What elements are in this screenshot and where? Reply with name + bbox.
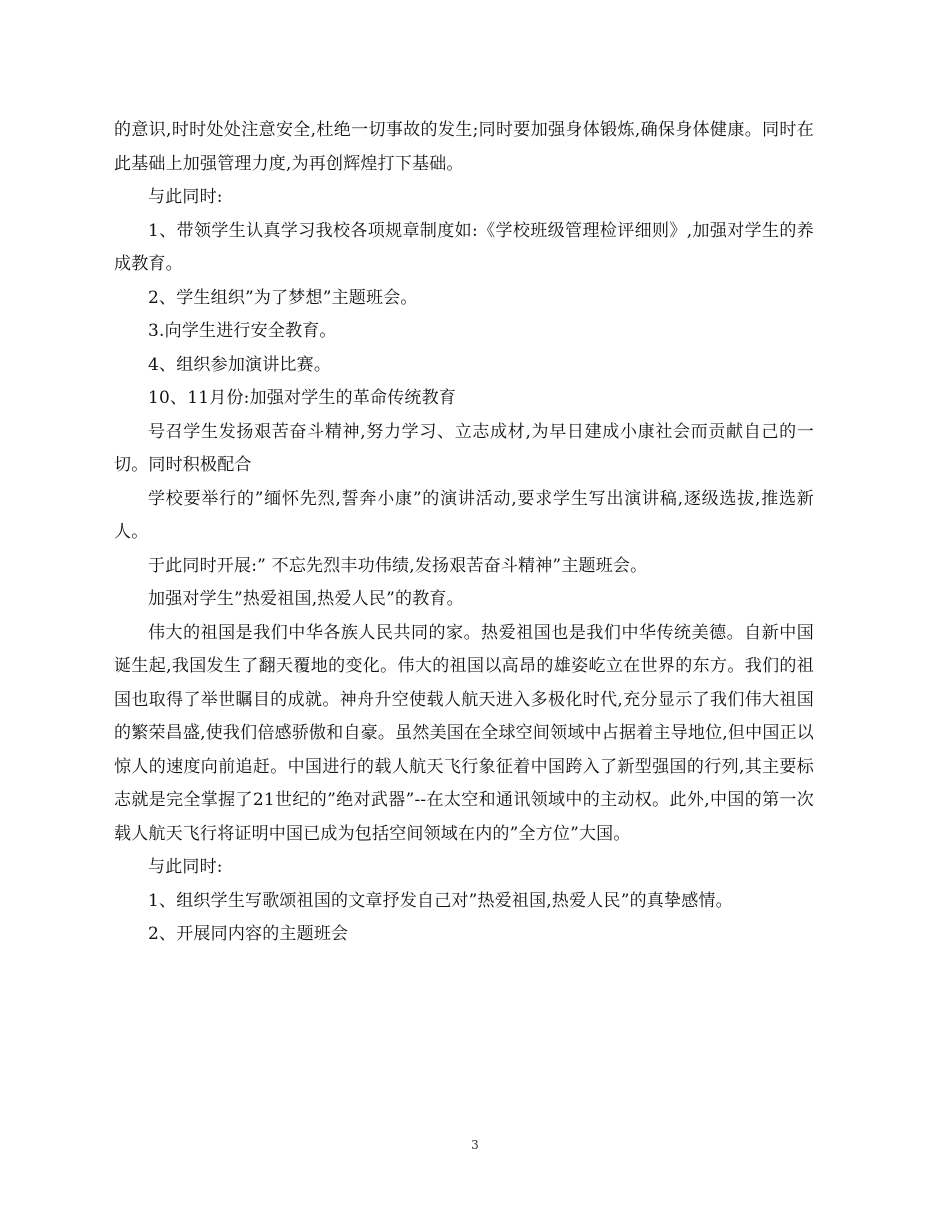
paragraph: 2、学生组织”为了梦想”主题班会。 [148,287,418,308]
paragraph: 与此同时: [148,857,223,877]
paragraph: 学校要举行的”缅怀先烈,誓奔小康”的演讲活动,要求学生写出演讲稿,逐级选拔,推选新人。 [114,488,814,542]
page-number: 3 [471,1138,479,1152]
paragraph: 1、组织学生写歌颂祖国的文章抒发自己对”热爱祖国,热爱人民”的真挚感情。 [148,890,733,911]
paragraph: 1、带领学生认真学习我校各项规章制度如:《学校班级管理检评细则》,加强对学生的养成教育。 [114,220,814,274]
paragraph: 加强对学生”热爱祖国,热爱人民”的教育。 [148,589,464,609]
paragraph: 与此同时: [148,187,223,207]
paragraph: 于此同时开展:” 不忘先烈丰功伟绩,发扬艰苦奋斗精神”主题班会。 [148,555,648,576]
document-body [114,114,814,952]
paragraph: 4、组织参加演讲比赛。 [148,354,332,375]
paragraph: 号召学生发扬艰苦奋斗精神,努力学习、立志成材,为早日建成小康社会而贡献自己的一切。同时积极配合 [114,421,814,475]
paragraph: 2、开展同内容的主题班会 [148,924,349,944]
paragraph: 伟大的祖国是我们中华各族人民共同的家。热爱祖国也是我们中华传统美德。自新中国诞生起,我国发生了翻天覆地的变化。伟大的祖国以高昂的雄姿屹立在世界的东方。我们的祖国也取得了举世瞩目的成就。神舟升空使载人航天进入多极化时代,充分显示了我们伟大祖国的繁荣昌盛,使我们倍感骄傲和自豪。虽然美国在全球空间领域中占据着主导地位,但中国正以惊人的速度向前追赶。中国进行的载人航天飞行象征着中国跨入了新型强国的行列,其主要标志就是完全掌握了21世纪的”绝对武器”--在太空和通讯领域中的主动权。此外,中国的第一次载人航天飞行将证明中国已成为包括空间领域在内的”全方位”大国。 [114,622,814,844]
paragraph: 的意识,时时处处注意安全,杜绝一切事故的发生;同时要加强身体锻炼,确保身体健康。同时在此基础上加强管理力度,为再创辉煌打下基础。 [114,120,814,174]
paragraph: 3.向学生进行安全教育。 [148,321,337,341]
section-heading: 10、11月份:加强对学生的革命传统教育 [148,388,456,408]
